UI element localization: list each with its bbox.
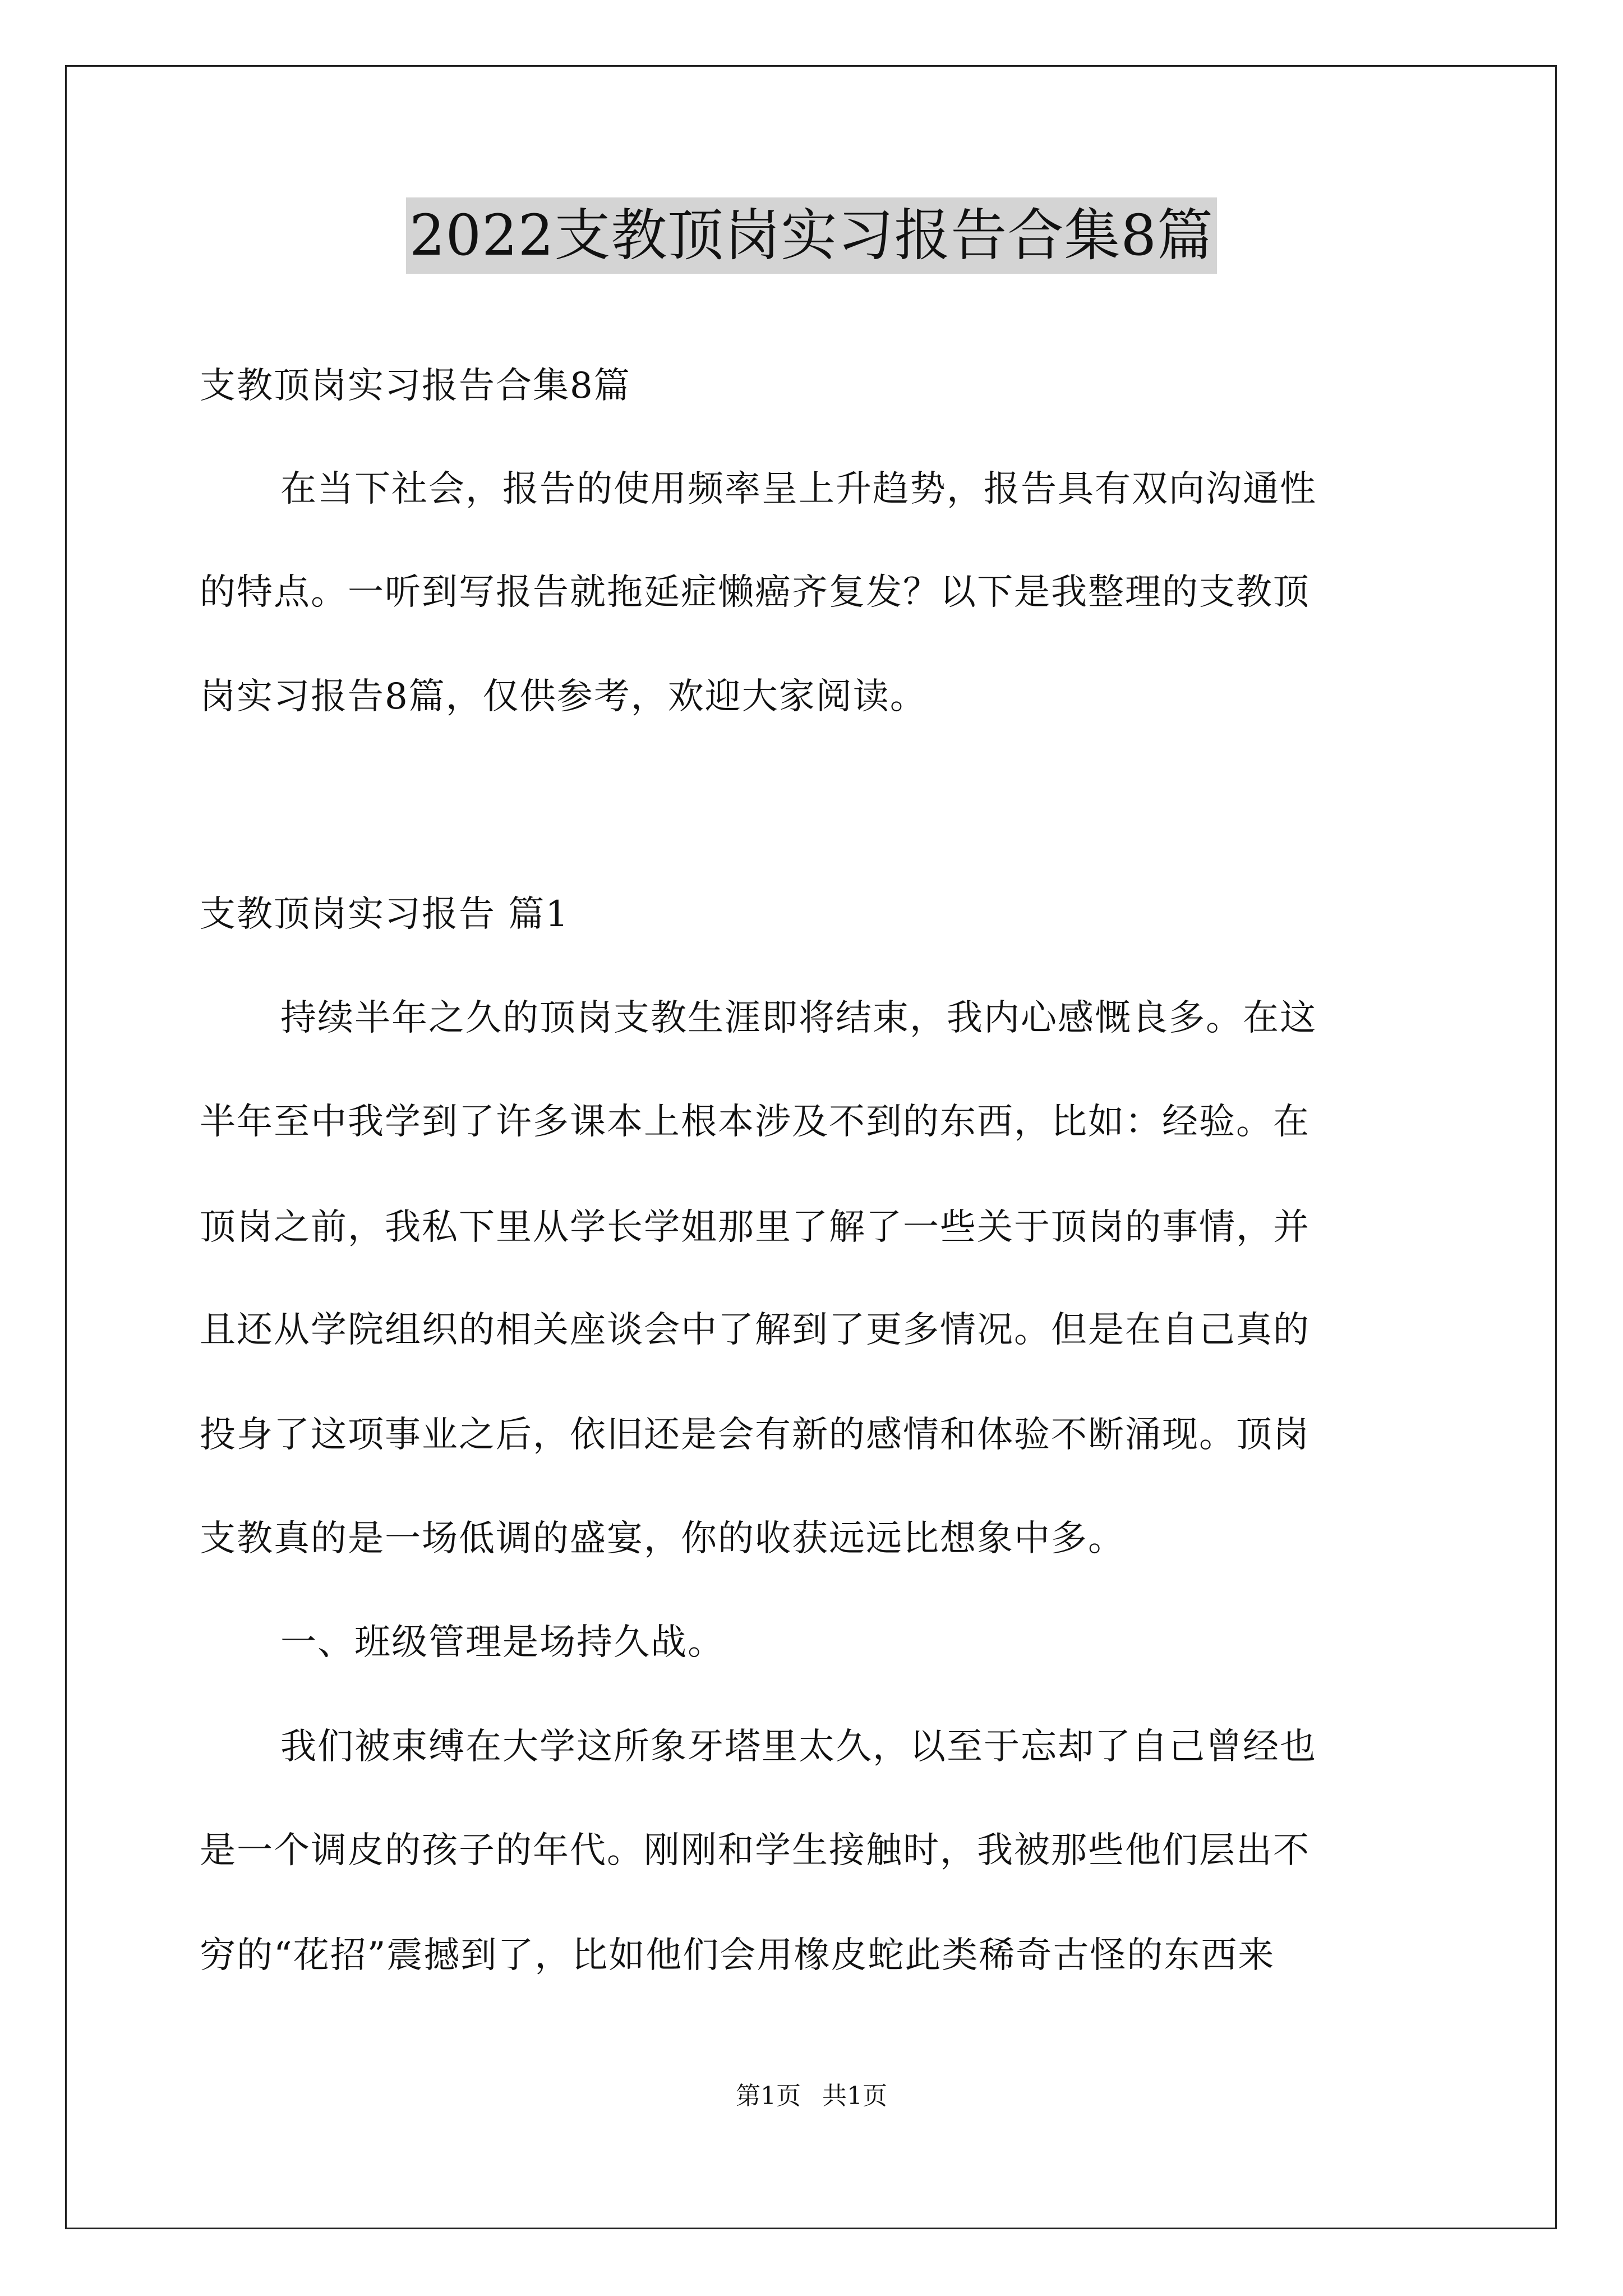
para2-line-3: 穷的“花招”震撼到了，比如他们会用橡皮蛇此类稀奇古怪的东西来 (200, 1935, 1275, 1976)
para2-line-2: 是一个调皮的孩子的年代。刚刚和学生接触时，我被那些他们层出不 (200, 1830, 1310, 1871)
page-footer (0, 2081, 1623, 2112)
para2-line-1: 我们被束缚在大学这所象牙塔里太久，以至于忘却了自己曾经也 (280, 1726, 1317, 1768)
section-heading: 支教顶岗实习报告 篇1 (200, 894, 570, 935)
para1-line-3: 顶岗之前，我私下里从学长学姐那里了解了一些关于顶岗的事情，并 (200, 1207, 1310, 1248)
para1-line-6: 支教真的是一场低调的盛宴，你的收获远远比想象中多。 (200, 1518, 1125, 1559)
page-current: 第1页 (736, 2082, 801, 2110)
intro-line-2: 的特点。一听到写报告就拖延症懒癌齐复发？以下是我整理的支教顶 (200, 572, 1310, 613)
title-wrap (0, 197, 1623, 274)
intro-line-1: 在当下社会，报告的使用频率呈上升趋势，报告具有双向沟通性 (280, 468, 1317, 510)
document-title: 2022支教顶岗实习报告合集8篇 (406, 197, 1217, 274)
document-subtitle: 支教顶岗实习报告合集8篇 (200, 365, 631, 407)
para1-line-1: 持续半年之久的顶岗支教生涯即将结束，我内心感慨良多。在这 (280, 997, 1317, 1039)
para1-line-4: 且还从学院组织的相关座谈会中了解到了更多情况。但是在自己真的 (200, 1309, 1310, 1351)
page-total: 共1页 (822, 2082, 887, 2110)
para1-line-2: 半年至中我学到了许多课本上根本涉及不到的东西，比如：经验。在 (200, 1101, 1310, 1143)
subheading: 一、班级管理是场持久战。 (280, 1622, 725, 1663)
para1-line-5: 投身了这项事业之后，依旧还是会有新的感情和体验不断涌现。顶岗 (200, 1414, 1310, 1456)
intro-line-3: 岗实习报告8篇，仅供参考，欢迎大家阅读。 (200, 676, 927, 717)
